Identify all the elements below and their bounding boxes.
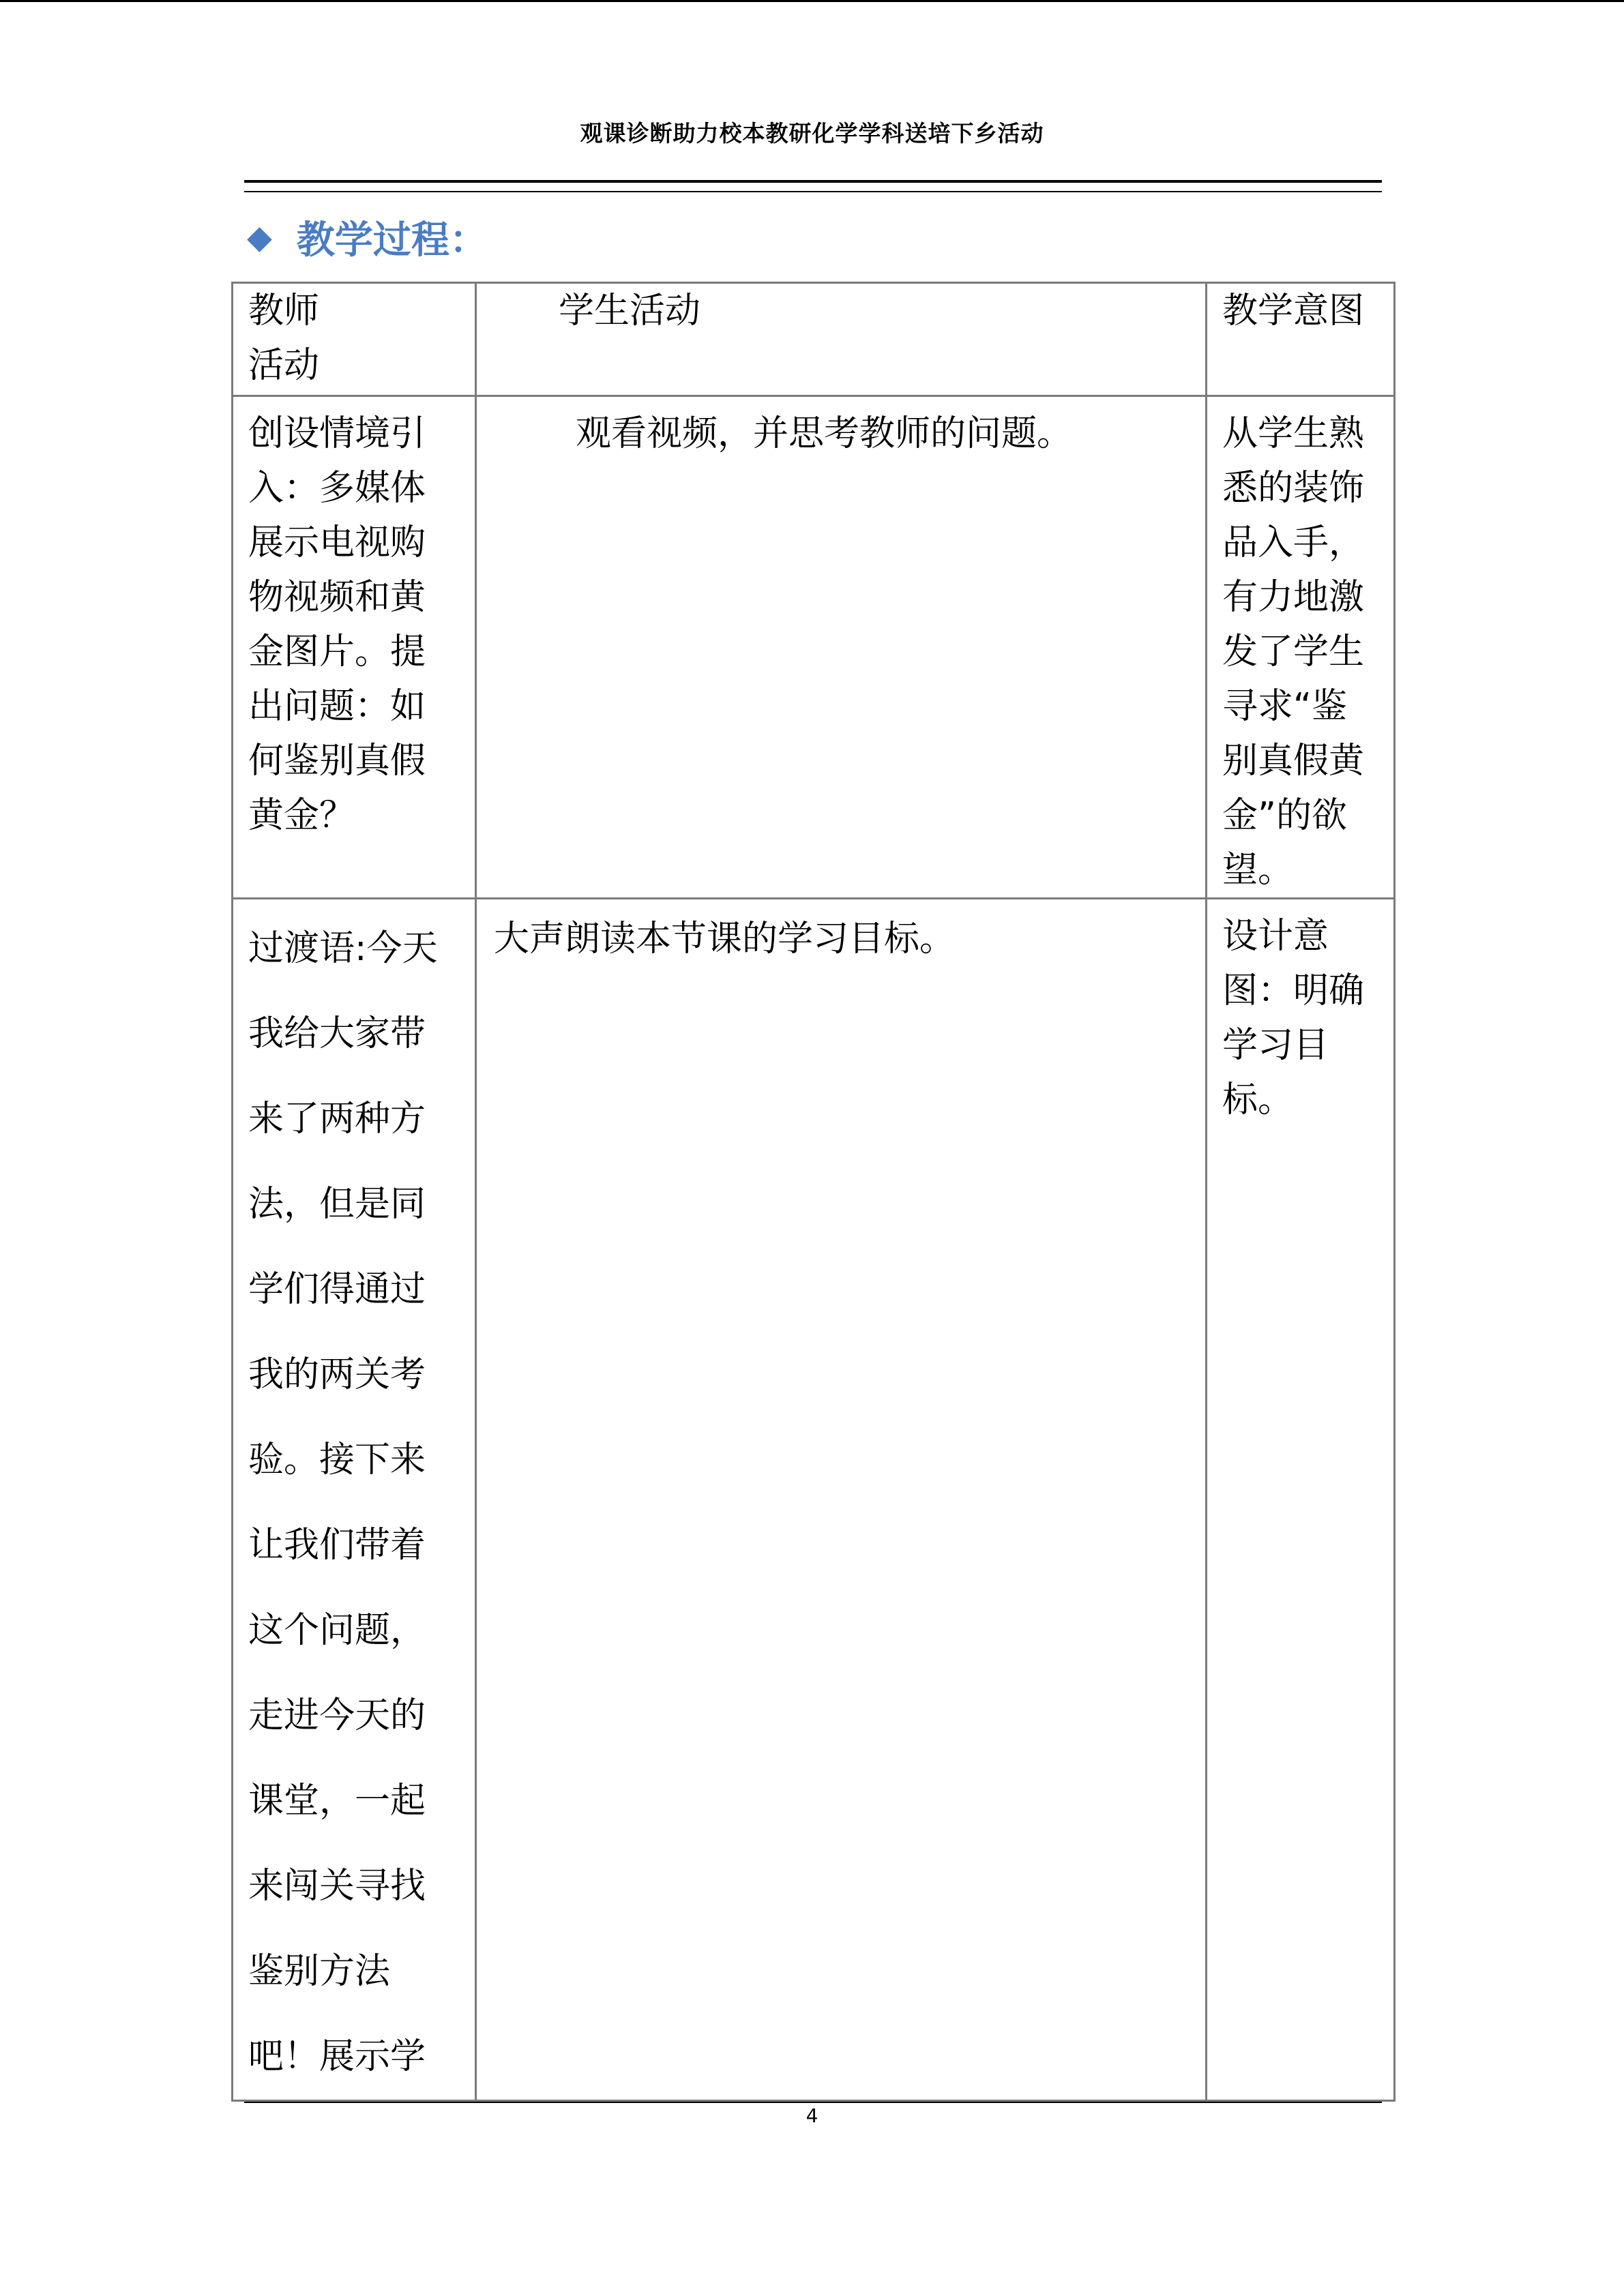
table-row xyxy=(233,396,1395,899)
page-top-border xyxy=(0,0,1624,2)
teacher-activity-cell xyxy=(233,899,476,2101)
section-heading xyxy=(247,211,488,263)
student-activity-text: 观看视频，并思考教师的问题。 xyxy=(576,413,1073,454)
table-row xyxy=(233,899,1395,2101)
header-cell-intent xyxy=(1207,283,1395,396)
header-student-label: 学生活动 xyxy=(559,290,701,331)
teaching-process-table xyxy=(231,282,1396,2102)
page-number: 4 xyxy=(806,2104,818,2127)
teacher-activity-cell xyxy=(233,396,476,899)
student-activity-text: 大声朗读本节课的学习目标。 xyxy=(494,919,956,959)
teacher-activity-text: 创设情境引 入：多媒体 展示电视购 物视频和黄 金图片。提 出问题：如 何鉴别真假 黄金？ xyxy=(248,413,426,836)
header-intent-label: 教学意图 xyxy=(1222,290,1365,331)
teaching-intent-cell xyxy=(1207,899,1395,2101)
diamond-icon: ◆ xyxy=(247,218,272,256)
teaching-intent-cell xyxy=(1207,396,1395,899)
student-activity-cell xyxy=(476,899,1207,2101)
table-header-row xyxy=(233,283,1395,396)
section-heading-text: 教学过程： xyxy=(296,218,488,263)
header-teacher-label: 教师 活动 xyxy=(248,290,320,386)
header-cell-teacher xyxy=(233,283,476,396)
header-rule-thick xyxy=(244,180,1382,183)
teacher-activity-text: 过渡语:今天 我给大家带 来了两种方 法，但是同 学们得通过 我的两关考 验。接下来 让我们带着 这个问题， 走进今天的 课堂，一起 来闯关寻找 鉴别方法 吧！展示学 xyxy=(248,928,438,2077)
document-header-title: 观课诊断助力校本教研化学学科送培下乡活动 xyxy=(580,120,1044,147)
student-activity-cell xyxy=(476,396,1207,899)
teaching-intent-text: 设计意 图：明确 学习目 标。 xyxy=(1222,916,1365,1120)
teaching-intent-text: 从学生熟 悉的装饰 品入手， 有力地激 发了学生 寻求“鉴 别真假黄 金”的欲 望。 xyxy=(1222,413,1365,891)
header-cell-student xyxy=(476,283,1207,396)
footer-rule xyxy=(244,2102,1382,2103)
header-rule-thin xyxy=(244,191,1382,192)
